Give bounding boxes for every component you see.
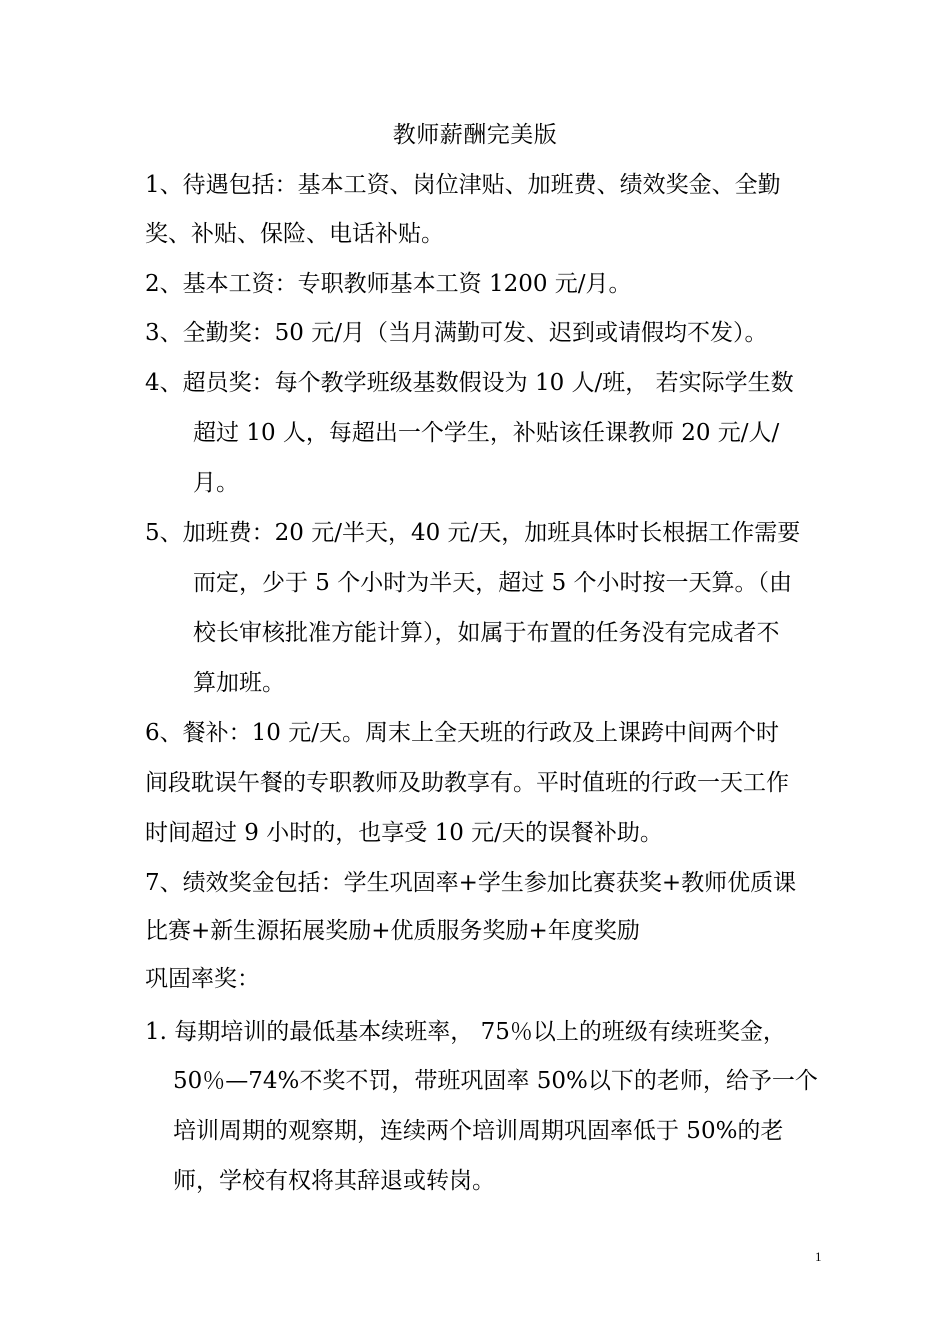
paragraph-line: 2、基本工资：专职教师基本工资 1200 元/月。 <box>145 271 632 297</box>
document-title: 教师薪酬完美版 <box>392 122 558 148</box>
paragraph-line: 培训周期的观察期，连续两个培训周期巩固率低于 50%的老 <box>173 1118 784 1144</box>
paragraph-line: 时间超过 9 小时的，也享受 10 元/天的误餐补助。 <box>145 820 663 846</box>
paragraph-line: 1、待遇包括：基本工资、岗位津贴、加班费、绩效奖金、全勤 <box>145 172 781 198</box>
paragraph-line: 4、超员奖：每个教学班级基数假设为 10 人/班， 若实际学生数 <box>145 370 794 396</box>
paragraph-line: 6、餐补：10 元/天。周末上全天班的行政及上课跨中间两个时 <box>145 720 779 746</box>
paragraph-line: 校长审核批准方能计算），如属于布置的任务没有完成者不 <box>193 620 780 646</box>
paragraph-line: 师，学校有权将其辞退或转岗。 <box>173 1168 495 1194</box>
paragraph-line: 1. 每期培训的最低基本续班率， 75％以上的班级有续班奖金， <box>145 1019 786 1045</box>
paragraph-line: 算加班。 <box>193 670 285 696</box>
page-number: 1 <box>815 1249 822 1264</box>
paragraph-line: 巩固率奖： <box>145 966 260 992</box>
paragraph-line: 3、全勤奖：50 元/月（当月满勤可发、迟到或请假均不发）。 <box>145 320 768 346</box>
paragraph-line: 而定，少于 5 个小时为半天，超过 5 个小时按一天算。（由 <box>193 570 793 596</box>
paragraph-line: 超过 10 人，每超出一个学生，补贴该任课教师 20 元/人/ <box>193 420 780 446</box>
paragraph-line: 月。 <box>193 470 239 496</box>
paragraph-line: 奖、补贴、保险、电话补贴。 <box>145 221 444 247</box>
paragraph-line: 比赛+新生源拓展奖励+优质服务奖励+年度奖励 <box>145 918 640 944</box>
paragraph-line: 7、绩效奖金包括：学生巩固率+学生参加比赛获奖+教师优质课 <box>145 870 797 896</box>
paragraph-line: 50％—74%不奖不罚，带班巩固率 50%以下的老师，给予一个 <box>173 1068 818 1094</box>
paragraph-line: 间段耽误午餐的专职教师及助教享有。平时值班的行政一天工作 <box>145 770 789 796</box>
paragraph-line: 5、加班费：20 元/半天，40 元/天，加班具体时长根据工作需要 <box>145 520 801 546</box>
